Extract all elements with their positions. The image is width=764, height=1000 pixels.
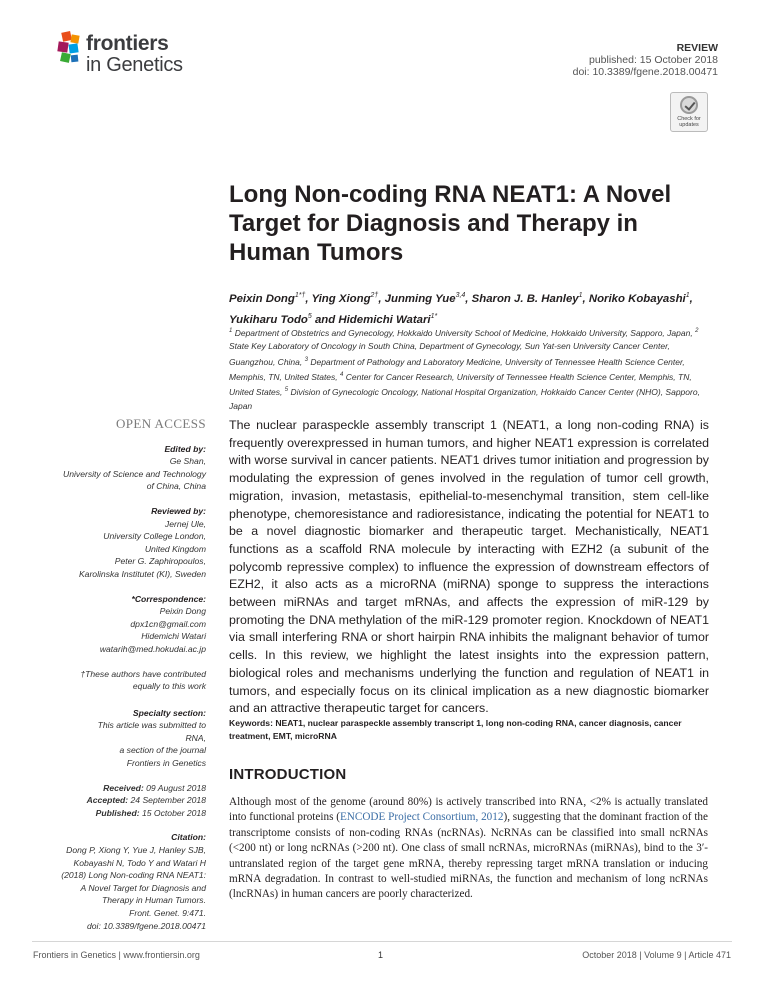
citation-text: A Novel Target for Diagnosis and <box>80 882 206 893</box>
abstract: The nuclear paraspeckle assembly transcript 1 (NEAT1, a long non-coding RNA) is frequently overexpressed in human tumors, and higher NEAT1 expression is correlated with worse survival in cancer patients. NEAT1 drives tumor initiation and progression by modulating the expression of genes involved in the regulation of tumor cell growth, migration, invasion, metastasis, epithelial-to-mesenchymal transition, stem cell-like phenotype, chemoresistance and radioresistance, indicating the potential for NEAT1 to be a novel diagnostic biomarker and therapeutic target. Mechanistically, NEAT1 functions as a scaffold RNA molecule by interacting with EZH2 (a subunit of the polycomb repressive complex) to influence the expression of downstream effectors of EZH2, it also acts as a microRNA (miRNA) sponge to suppress the interactions between miRNAs and target mRNAs, and affects the expression of miR-129 by promoting the DNA methylation of the miR-129 promoter region. Knockdown of NEAT1 via small interfering RNA or short hairpin RNA inhibits the malignant behavior of tumor cells. In this review, we highlight the latest insights into the expression pattern, biological roles and mechanisms underlying the function and regulation of NEAT1 in tumors, and especially focus on its clinical implication as a new diagnostic biomarker and an attractive therapeutic target for cancers. <box>229 418 709 716</box>
journal-name: in Genetics <box>86 54 183 76</box>
footer-journal[interactable]: Frontiers in Genetics | www.frontiersin.org <box>33 950 200 960</box>
correspondent-email[interactable]: dpx1cn@gmail.com <box>130 618 206 629</box>
affiliation: Department of Obstetrics and Gynecology, Hokkaido University School of Medicine, Hokkaido University, Sapporo, Japan, <box>234 327 693 338</box>
frontiers-logo-icon <box>56 30 84 70</box>
journal-logo[interactable] <box>56 30 216 80</box>
received-date: Received: 09 August 2018 <box>103 782 206 793</box>
author-list: Peixin Dong$^{1*\dagger}$, Ying Xiong$^{2\dagger}$, Junming Yue$^{3,4}$, Sharon J. B. Hanley$^1$, Noriko Kobayashi$^1$, Yukiharu Todo$^5$ and Hidemichi Watari$^{1*}$ <box>229 292 693 326</box>
badge-text-1: Check for <box>677 116 701 122</box>
reviewer-affiliation: United Kingdom <box>144 543 206 554</box>
article-title: Long Non-coding RNA NEAT1: A Novel Target for Diagnosis and Therapy in Human Tumors <box>229 181 672 266</box>
published-date: published: 15 October 2018 <box>588 54 718 66</box>
specialty-text: Frontiers in Genetics <box>126 758 206 769</box>
keywords-label: Keywords: <box>229 718 273 728</box>
affiliation: Division of Gynecologic Oncology, National Hospital Organization, Hokkaido Cancer Center (NHO), Sapporo, Japan <box>229 387 700 411</box>
keywords <box>229 717 709 742</box>
specialty-text: This article was submitted to <box>97 720 206 731</box>
check-icon <box>680 96 698 114</box>
article-type: REVIEW <box>676 42 718 54</box>
edited-by-label: Edited by: <box>164 443 206 454</box>
affiliation: Center for Cancer Research, University of Tennessee Health Science Center, Memphis, TN, United States, <box>229 371 692 398</box>
footer-divider <box>32 941 732 942</box>
reviewed-by-label: Reviewed by: <box>151 505 206 516</box>
article-header <box>573 42 718 78</box>
published-date-side: Published: 15 October 2018 <box>95 807 206 818</box>
author[interactable]: Peixin Dong$^{1*\dagger}$ <box>229 292 306 305</box>
editor-affiliation: of China, China <box>146 481 206 492</box>
page-number: 1 <box>378 950 384 960</box>
correspondent-name: Hidemichi Watari <box>141 631 206 642</box>
check-for-updates-badge[interactable] <box>670 92 708 132</box>
correspondent-name: Peixin Dong <box>159 606 206 617</box>
editor-name: Ge Shan, <box>169 456 206 467</box>
equal-contribution-note: †These authors have contributed <box>80 668 206 679</box>
specialty-label: Specialty section: <box>132 707 206 718</box>
citation-text: Dong P, Xiong Y, Yue J, Hanley SJB, <box>66 845 206 856</box>
correspondence-label: *Correspondence: <box>131 593 206 604</box>
author[interactable]: Yukiharu Todo$^5$ <box>229 312 312 326</box>
badge-text-2: updates <box>679 122 699 128</box>
section-heading: INTRODUCTION <box>229 766 347 783</box>
citation-label: Citation: <box>171 832 206 843</box>
reviewer-name: Jernej Ule, <box>164 518 206 529</box>
specialty-text: RNA, <box>185 732 206 743</box>
reviewer-affiliation: University College London, <box>103 531 206 542</box>
author[interactable]: Hidemichi Watari$^{1*}$ <box>338 312 438 326</box>
author[interactable]: Noriko Kobayashi$^1$ <box>588 292 690 305</box>
citation-text: (2018) Long Non-coding RNA NEAT1: <box>61 870 206 881</box>
open-access-label: OPEN ACCESS <box>115 416 206 431</box>
affiliation: State Key Laboratory of Oncology in South China, Department of Gynecology, Sun Yat-sen University Cancer Center, Guangzhou, China, <box>229 341 670 367</box>
intro-paragraph: Although most of the genome (around 80%) is actively transcribed into RNA, <2% is actually translated into functional proteins (ENCODE Project Consortium, 2012), suggesting that the dominant fraction of the transcriptome consists of non-coding RNAs (ncRNAs). NcRNAs can be classified into small ncRNAs (<200 nt) or long ncRNAs (>200 nt). One class of small ncRNAs, microRNAs (miRNAs), bind to the 3′-untranslated region of the target gene mRNA, thereby repressing target mRNA translation or inducing mRNA degradation. In contrast to well-studied miRNAs, the function and mechanism of long ncRNAs (lncRNAs) in human cancers are poorly characterized. <box>229 796 708 901</box>
citation-text: Kobayashi N, Todo Y and Watari H <box>73 857 206 868</box>
affiliation: Department of Pathology and Laboratory Medicine, University of Tennessee Health Science Center, Memphis, TN, United States, <box>229 356 685 382</box>
author[interactable]: Sharon J. B. Hanley$^1$ <box>471 292 583 305</box>
footer-issue: October 2018 | Volume 9 | Article 471 <box>582 950 731 960</box>
editor-affiliation: University of Science and Technology <box>63 468 206 479</box>
reviewer-name: Peter G. Zaphiropoulos, <box>114 556 206 567</box>
article-sidebar <box>40 418 206 932</box>
equal-contribution-note: equally to this work <box>132 681 206 692</box>
author[interactable]: Junming Yue$^{3,4}$ <box>384 292 466 305</box>
reviewer-affiliation: Karolinska Institutet (KI), Sweden <box>78 568 206 579</box>
author[interactable]: Ying Xiong$^{2\dagger}$ <box>311 292 379 305</box>
citation-text: Therapy in Human Tumors. <box>102 895 206 906</box>
citation-text: Front. Genet. 9:471. <box>129 908 206 918</box>
citation-link[interactable]: ENCODE Project Consortium, 2012 <box>339 811 504 824</box>
journal-brand: frontiers <box>86 32 169 55</box>
specialty-text: a section of the journal <box>119 745 206 756</box>
keywords-list: NEAT1, nuclear paraspeckle assembly transcript 1, long non-coding RNA, cancer diagnosis, cancer treatment, EMT, microRNA <box>229 718 682 741</box>
citation-doi[interactable]: doi: 10.3389/fgene.2018.00471 <box>87 920 206 931</box>
affiliations: $^1$ Department of Obstetrics and Gynecology, Hokkaido University School of Medicine, Hokkaido University, Sapporo, Japan, $^2$ State Key Laboratory of Oncology in South China, Department of Gynecology, Sun Yat-sen University Cancer Center, Guangzhou, China, $^3$ Department of Pathology and Laboratory Medicine, University of Tennessee Health Science Center, Memphis, TN, United States, $^4$ Center for Cancer Research, University of Tennessee Health Science Center, Memphis, TN, United States, $^5$ Division of Gynecologic Oncology, National Hospital Organization, Hokkaido Cancer Center (NHO), Sapporo, Japan <box>229 327 700 411</box>
correspondent-email[interactable]: watarih@med.hokudai.ac.jp <box>99 643 206 654</box>
article-doi[interactable]: doi: 10.3389/fgene.2018.00471 <box>572 66 718 78</box>
accepted-date: Accepted: 24 September 2018 <box>86 795 206 806</box>
